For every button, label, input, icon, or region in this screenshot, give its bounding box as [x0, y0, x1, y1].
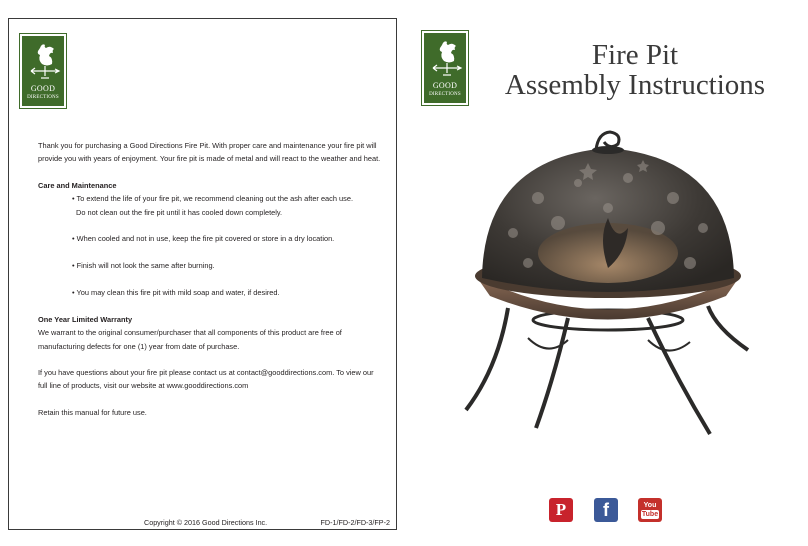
good-directions-logo [20, 34, 66, 108]
warranty-title: One Year Limited Warranty [38, 314, 133, 324]
pinterest-button[interactable]: P [549, 498, 573, 522]
rooster-weathervane-icon [428, 37, 466, 81]
cover-title-line1: Fire Pit [591, 39, 679, 71]
care-item [38, 192, 383, 219]
care-item [38, 259, 383, 272]
intro-paragraph: Thank you for purchasing a Good Directions Fire Pit. With proper care and maintenance your fire pit will provide you with years of enjoyment. Your fire pit is made of metal and will react to the weather and heat. [38, 141, 381, 164]
care-item-text: • Finish will not look the same after burning. [72, 261, 215, 271]
instructions-cover-page [400, 0, 808, 546]
copyright-text: Copyright © 2016 Good Directions Inc. [144, 518, 268, 527]
facebook-button[interactable]: f [594, 498, 618, 522]
care-item [38, 286, 383, 299]
youtube-label-top: You [643, 502, 657, 509]
model-numbers: FD-1/FD-2/FD-3/FP-2 [320, 518, 390, 527]
care-item-text: • When cooled and not in use, keep the fire pit covered or store in a dry location. [72, 234, 335, 244]
retain-text: Retain this manual for future use. [38, 407, 147, 417]
manual-content [38, 139, 383, 419]
logo-brand-line1: GOOD [30, 84, 56, 93]
youtube-button[interactable] [638, 498, 662, 522]
instructions-left-page [8, 18, 397, 530]
rooster-weathervane-icon [26, 40, 64, 84]
logo-brand-line1: GOOD [432, 81, 458, 90]
good-directions-logo [422, 31, 468, 105]
care-item-text: • You may clean this fire pit with mild soap and water, if desired. [72, 288, 280, 298]
youtube-label-bottom: Tube [641, 511, 659, 518]
fire-pit-product-image [458, 128, 758, 438]
logo-brand-line2: DIRECTIONS [429, 92, 461, 97]
contact-text: If you have questions about your fire pit please contact us at contact@gooddirections.com. To view our full line of products, visit our website at www.gooddirections.com [38, 368, 374, 391]
care-item-text: Do not clean out the fire pit until it has cooled down completely. [76, 207, 283, 217]
logo-brand-line2: DIRECTIONS [27, 95, 59, 100]
cover-title-line2: Assembly Instructions [504, 69, 766, 101]
care-item [38, 232, 383, 245]
warranty-text: We warrant to the original consumer/purchaser that all components of this product are free of manufacturing defects for one (1) year from date of purchase. [38, 328, 342, 351]
care-title: Care and Maintenance [38, 180, 117, 190]
care-item-text: • To extend the life of your fire pit, we recommend cleaning out the ash after each use. [72, 194, 353, 204]
